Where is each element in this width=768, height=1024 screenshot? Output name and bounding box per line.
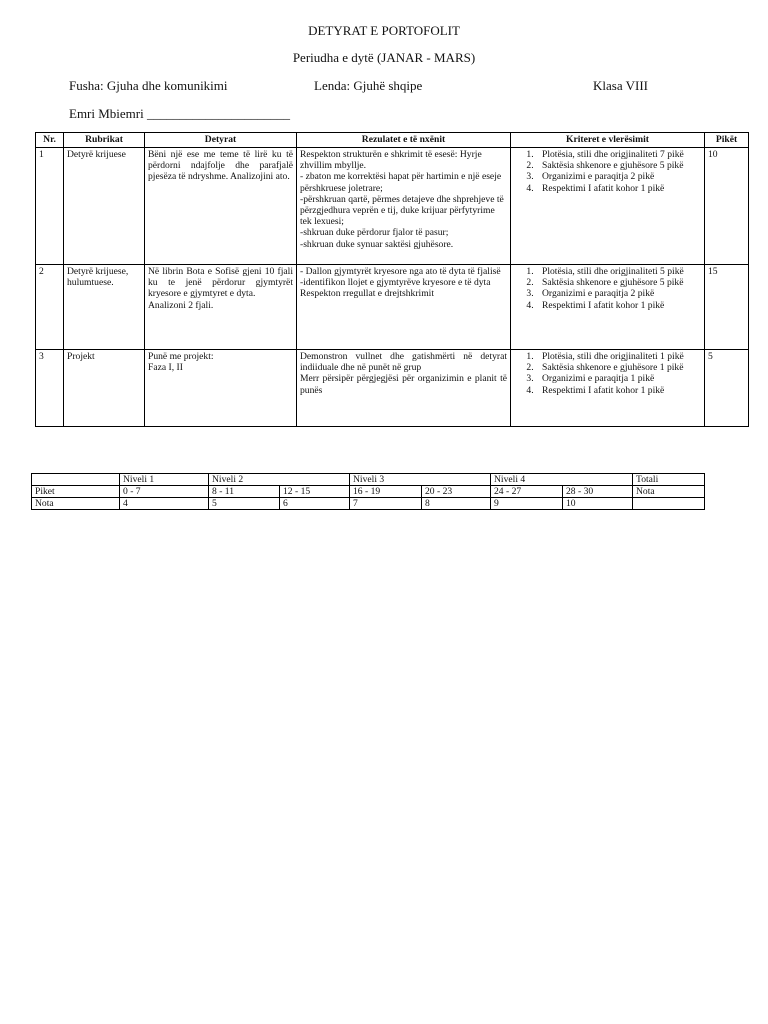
header-nr: Nr. — [36, 133, 64, 148]
level-1-header: Niveli 1 — [120, 474, 209, 486]
course-name: Lenda: Gjuhë shqipe — [314, 78, 423, 93]
row-rubrika: Detyrë krijuese — [64, 148, 145, 265]
grading-scale-table — [31, 473, 705, 510]
criteria-list — [514, 351, 701, 396]
row-piket: 5 — [705, 350, 749, 427]
criteria-list — [514, 149, 701, 194]
criteria-item: 3. Organizimi e paraqitja 1 pikë — [536, 373, 701, 384]
total-nota-label: Nota — [633, 486, 705, 498]
mark-value: 10 — [563, 498, 633, 510]
points-label: Piket — [32, 486, 120, 498]
row-nr: 3 — [36, 350, 64, 427]
header-piket: Pikët — [705, 133, 749, 148]
total-header: Totali — [633, 474, 705, 486]
points-range: 16 - 19 — [350, 486, 422, 498]
points-range: 28 - 30 — [563, 486, 633, 498]
mark-value: 4 — [120, 498, 209, 510]
row-detyra: Punë me projekt: Faza I, II — [145, 350, 297, 427]
mark-value: 6 — [280, 498, 350, 510]
grade-corner-cell — [32, 474, 120, 486]
criteria-item: 1. Plotësia, stili dhe origjinaliteti 1 pikë — [536, 351, 701, 362]
level-4-header: Niveli 4 — [491, 474, 633, 486]
grade-marks-row — [32, 498, 705, 510]
criteria-item: 2. Saktësia shkenore e gjuhësore 5 pikë — [536, 160, 701, 171]
row-rezultatet: Demonstron vullnet dhe gatishmërti në detyrat indiiduale dhe në punët në grup Merr përsipër përgjegjësi për organizimin e planit të punës — [297, 350, 511, 427]
row-kriteret — [511, 265, 705, 350]
table-row — [36, 350, 749, 427]
mark-value: 7 — [350, 498, 422, 510]
points-range: 12 - 15 — [280, 486, 350, 498]
table-row — [36, 265, 749, 350]
points-range: 8 - 11 — [209, 486, 280, 498]
row-rubrika: Projekt — [64, 350, 145, 427]
row-nr: 2 — [36, 265, 64, 350]
points-range: 20 - 23 — [422, 486, 491, 498]
row-rezultatet: Respekton strukturën e shkrimit të esesë: Hyrje zhvillim mbyllje. - zbaton me korrektësi hapat për hartimin e një eseje përshkruese joletrare; -përshkruan qartë, përmes detajeve dhe shprehjeve të përzgjedhura veprën e tij, duke krijuar përfytyrime tek lexuesi; -shkruan duke përdorur fjalor të pasur; -shkruan duke synuar saktësi gjuhësore. — [297, 148, 511, 265]
portfolio-tasks-table — [35, 132, 749, 427]
criteria-item: 2. Saktësia shkenore e gjuhësore 5 pikë — [536, 277, 701, 288]
row-rubrika: Detyrë krijuese, hulumtuese. — [64, 265, 145, 350]
level-2-header: Niveli 2 — [209, 474, 350, 486]
table-row — [36, 148, 749, 265]
criteria-item: 1. Plotësia, stili dhe origjinaliteti 5 pikë — [536, 266, 701, 277]
row-detyra: Bëni një ese me teme të lirë ku të përdorni ndajfolje dhe parafjalë pjesëza të ndryshme. Analizojini ato. — [145, 148, 297, 265]
points-range: 0 - 7 — [120, 486, 209, 498]
class-level: Klasa VIII — [593, 78, 648, 93]
table-header-row — [36, 133, 749, 148]
level-3-header: Niveli 3 — [350, 474, 491, 486]
mark-value: 9 — [491, 498, 563, 510]
header-rezultatet: Rezulatet e të nxënit — [297, 133, 511, 148]
criteria-item: 3. Organizimi e paraqitja 2 pikë — [536, 171, 701, 182]
row-piket: 15 — [705, 265, 749, 350]
mark-value: 5 — [209, 498, 280, 510]
row-rezultatet: - Dallon gjymtyrët kryesore nga ato të dyta të fjalisë -identifikon llojet e gjymtyrëve kryesore e të dyta Respekton rregullat e drejtshkrimit — [297, 265, 511, 350]
criteria-item: 3. Organizimi e paraqitja 2 pikë — [536, 288, 701, 299]
criteria-list — [514, 266, 701, 311]
total-mark-cell — [633, 498, 705, 510]
marks-label: Nota — [32, 498, 120, 510]
row-detyra: Në librin Bota e Sofisë gjeni 10 fjali ku te jenë përdorur gjymtyrët kryesore e gjymtyret e dyta. Analizoni 2 fjali. — [145, 265, 297, 350]
criteria-item: 4. Respektimi I afatit kohor 1 pikë — [536, 183, 701, 194]
row-nr: 1 — [36, 148, 64, 265]
student-name-line: Emri Mbiemri ______________________ — [69, 106, 290, 121]
criteria-item: 2. Saktësia shkenore e gjuhësore 1 pikë — [536, 362, 701, 373]
header-rubrikat: Rubrikat — [64, 133, 145, 148]
row-kriteret — [511, 350, 705, 427]
document-title: DETYRAT E PORTOFOLIT — [308, 23, 460, 38]
row-kriteret — [511, 148, 705, 265]
mark-value: 8 — [422, 498, 491, 510]
header-detyrat: Detyrat — [145, 133, 297, 148]
criteria-item: 4. Respektimi I afatit kohor 1 pikë — [536, 385, 701, 396]
period-subtitle: Periudha e dytë (JANAR - MARS) — [292, 50, 476, 65]
header-kriteret: Kriteret e vlerësimit — [511, 133, 705, 148]
criteria-item: 4. Respektimi I afatit kohor 1 pikë — [536, 300, 701, 311]
subject-field: Fusha: Gjuha dhe komunikimi — [69, 78, 228, 93]
grade-levels-row — [32, 474, 705, 486]
grade-points-row — [32, 486, 705, 498]
criteria-item: 1. Plotësia, stili dhe origjinaliteti 7 pikë — [536, 149, 701, 160]
points-range: 24 - 27 — [491, 486, 563, 498]
row-piket: 10 — [705, 148, 749, 265]
